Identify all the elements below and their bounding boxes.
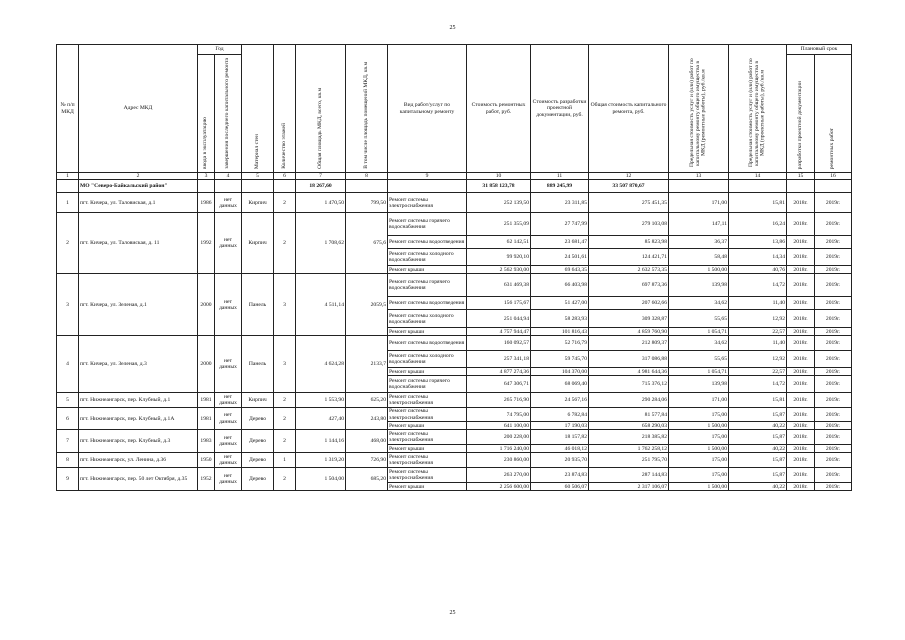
cell: 257 341,18	[467, 351, 531, 368]
cell: пгт. Нижнеангарск, пер. Клубный, д.3	[79, 430, 198, 453]
cell: пгт. Нижнеангарск, пер. 50 лет Октября, д.35	[79, 468, 198, 491]
cell: 2019г.	[815, 376, 852, 393]
column-number: 9	[388, 173, 467, 180]
cell: 1 716 240,00	[467, 445, 531, 453]
cell: нет данных	[215, 213, 242, 274]
cell: Дерево	[242, 468, 274, 491]
cell: 51 427,00	[531, 297, 589, 310]
cell: 2019г.	[815, 236, 852, 249]
cell: 2018г.	[787, 297, 815, 310]
cell: 5	[57, 393, 79, 408]
cell: 2019г.	[815, 266, 852, 274]
cell: 4 511,14	[296, 274, 346, 336]
district-repair-cost: 31 858 123,78	[467, 180, 531, 193]
cell: 2019г.	[815, 193, 852, 213]
cell: 12,92	[729, 310, 787, 328]
cell: 2019г.	[815, 445, 852, 453]
header-total-area: Общая площадь МКД, всего, кв.м	[296, 45, 346, 173]
cell: 68 069,40	[531, 376, 589, 393]
cell: 23 681,47	[531, 236, 589, 249]
cell: 2 256 600,00	[467, 483, 531, 491]
cell: 9	[57, 468, 79, 491]
district-design-cost: 889 245,99	[531, 180, 589, 193]
cell: 2018г.	[787, 249, 815, 266]
cell: 2	[274, 213, 296, 274]
header-work-type: Вид работ/услуг по капитальному ремонту	[388, 45, 467, 173]
cell: 1 500,00	[669, 266, 729, 274]
district-total-cost: 33 507 870,67	[589, 180, 669, 193]
cell: пгт. Кичера, ул. Зеленая, д.1	[79, 274, 198, 336]
cell: 139,98	[669, 274, 729, 297]
cell: 1	[274, 453, 296, 468]
cell: 2018г.	[787, 310, 815, 328]
cell: Кирпич	[242, 193, 274, 213]
cell: 2 317 106,07	[589, 483, 669, 491]
cell: 8	[57, 453, 79, 468]
cell: 23 874,83	[531, 468, 589, 483]
header-num: № п/п МКД	[57, 45, 79, 173]
cell: 2019г.	[815, 483, 852, 491]
cell: 4	[57, 336, 79, 393]
header-total-cost: Общая стоимость капитального ремонта, руб.	[589, 45, 669, 173]
cell: 3	[57, 274, 79, 336]
cell: 685,20	[346, 468, 388, 491]
cell: 17 190,03	[531, 422, 589, 430]
header-last-repair-year: завершения последнего капитального ремонта	[215, 55, 242, 173]
cell: 52 716,79	[531, 336, 589, 351]
cell: 16,24	[729, 213, 787, 236]
cell: Ремонт системы горячего водоснабжения	[388, 376, 467, 393]
cell: 230 860,00	[467, 453, 531, 468]
cell: нет данных	[215, 393, 242, 408]
cell: 4 981 644,36	[589, 368, 669, 376]
cell: 2059,5	[346, 274, 388, 336]
cell: 2018г.	[787, 468, 815, 483]
cell: 23 311,85	[531, 193, 589, 213]
cell: 243,80	[346, 408, 388, 430]
cell: 641 100,00	[467, 422, 531, 430]
cell: 2018г.	[787, 393, 815, 408]
column-number: 11	[531, 173, 589, 180]
column-number: 1	[57, 173, 79, 180]
cell: 2018г.	[787, 336, 815, 351]
cell: 20 935,70	[531, 453, 589, 468]
header-year-group: Год	[198, 45, 242, 55]
cell: 2	[274, 430, 296, 453]
cell: 1983	[198, 430, 215, 453]
cell: 1	[57, 193, 79, 213]
cell: Ремонт системы горячего водоснабжения	[388, 274, 467, 297]
cell: 2133,7	[346, 336, 388, 393]
cell: 18 157,82	[531, 430, 589, 445]
column-number-row	[57, 173, 852, 180]
cell: 2019г.	[815, 336, 852, 351]
column-number: 14	[729, 173, 787, 180]
cell: 3	[274, 274, 296, 336]
cell: 2018г.	[787, 445, 815, 453]
cell: 2018г.	[787, 430, 815, 445]
cell: Ремонт системы холодного водоснабжения	[388, 351, 467, 368]
column-number: 7	[296, 173, 346, 180]
cell: 2018г.	[787, 376, 815, 393]
cell: 2019г.	[815, 430, 852, 445]
cell: 1 319,20	[296, 453, 346, 468]
cell: Дерево	[242, 430, 274, 453]
cell: 34,62	[669, 336, 729, 351]
cell: Кирпич	[242, 213, 274, 274]
cell: 156 175,67	[467, 297, 531, 310]
cell: 147,11	[669, 213, 729, 236]
cell: 252 139,50	[467, 193, 531, 213]
cell: 22,57	[729, 328, 787, 336]
cell: Ремонт системы водоотведения	[388, 236, 467, 249]
cell: Ремонт системы электроснабжения	[388, 408, 467, 422]
cell: 6	[57, 408, 79, 430]
cell: 2	[274, 468, 296, 491]
cell: 2 562 930,00	[467, 266, 531, 274]
header-plan-repair: ремонтных работ	[815, 55, 852, 173]
cell: пгт. Нижнеангарск, пер. Клубный, д.1А	[79, 408, 198, 430]
column-number: 5	[242, 173, 274, 180]
header-address: Адрес МКД	[79, 45, 198, 173]
cell: 1981	[198, 393, 215, 408]
cell: 1 054,71	[669, 328, 729, 336]
column-number: 4	[215, 173, 242, 180]
cell: Ремонт системы водоотведения	[388, 297, 467, 310]
cell: 81 577,84	[589, 408, 669, 422]
cell: 275 451,35	[589, 193, 669, 213]
cell: 124 421,71	[589, 249, 669, 266]
cell: 14,34	[729, 249, 787, 266]
cell: пгт. Кичера, ул. Таловиская, д.1	[79, 193, 198, 213]
cell: 625,20	[346, 393, 388, 408]
cell: 74 795,00	[467, 408, 531, 422]
cell: 2019г.	[815, 351, 852, 368]
cell: 14,72	[729, 376, 787, 393]
cell: пгт. Нижнеангарск, ул. Ленина, д.36	[79, 453, 198, 468]
cell: 11,40	[729, 336, 787, 351]
district-row	[57, 180, 852, 193]
cell: 697 873,36	[589, 274, 669, 297]
cell: Панель	[242, 336, 274, 393]
cell: 69 643,35	[531, 266, 589, 274]
cell: 175,00	[669, 430, 729, 445]
cell: 13,86	[729, 236, 787, 249]
cell: Ремонт системы холодного водоснабжения	[388, 310, 467, 328]
cell: 279 103,08	[589, 213, 669, 236]
cell: 200 228,00	[467, 430, 531, 445]
cell: 46 018,12	[531, 445, 589, 453]
cell: Ремонт крыши	[388, 266, 467, 274]
cell: 175,00	[669, 453, 729, 468]
cell: 799,50	[346, 193, 388, 213]
cell: 715 376,12	[589, 376, 669, 393]
cell: 2019г.	[815, 422, 852, 430]
cell: Ремонт крыши	[388, 422, 467, 430]
cell: 2019г.	[815, 310, 852, 328]
cell: 2018г.	[787, 193, 815, 213]
cell: 1981	[198, 408, 215, 430]
cell: 265 716,90	[467, 393, 531, 408]
district-area: 18 267,60	[296, 180, 346, 193]
column-number: 15	[787, 173, 815, 180]
cell: 675,6	[346, 213, 388, 274]
cell: 2000	[198, 274, 215, 336]
cell: 171,00	[669, 393, 729, 408]
cell: 40,76	[729, 266, 787, 274]
cell: 55,65	[669, 310, 729, 328]
cell: 1986	[198, 193, 215, 213]
cell: нет данных	[215, 336, 242, 393]
cell: 34,62	[669, 297, 729, 310]
table-row	[57, 453, 852, 468]
cell: Ремонт крыши	[388, 445, 467, 453]
header-design-cost: Стоимость разработки проектной документации, руб.	[531, 45, 589, 173]
cell: 175,00	[669, 468, 729, 483]
cell: 2018г.	[787, 351, 815, 368]
cell: 1 500,00	[669, 483, 729, 491]
cell: нет данных	[215, 468, 242, 491]
cell: 62 142,51	[467, 236, 531, 249]
cell: 263 270,00	[467, 468, 531, 483]
cell: Панель	[242, 274, 274, 336]
cell: 22,57	[729, 368, 787, 376]
cell: 2019г.	[815, 328, 852, 336]
cell: 2	[274, 393, 296, 408]
cell: 2019г.	[815, 297, 852, 310]
cell: Ремонт системы электроснабжения	[388, 393, 467, 408]
header-plan-design: разработки проектной документации	[787, 55, 815, 173]
column-number: 3	[198, 173, 215, 180]
cell: 2000	[198, 336, 215, 393]
column-number: 16	[815, 173, 852, 180]
cell: 2019г.	[815, 468, 852, 483]
header-wall-material: Материал стен	[242, 45, 274, 173]
cell: Ремонт системы электроснабжения	[388, 468, 467, 483]
cell: 251 795,70	[589, 453, 669, 468]
cell: нет данных	[215, 430, 242, 453]
cell: Ремонт крыши	[388, 368, 467, 376]
cell: 212 809,37	[589, 336, 669, 351]
cell: 631 469,38	[467, 274, 531, 297]
cell: 647 306,71	[467, 376, 531, 393]
cell: нет данных	[215, 193, 242, 213]
cell: 160 092,57	[467, 336, 531, 351]
cell: 2019г.	[815, 393, 852, 408]
cell: Ремонт системы горячего водоснабжения	[388, 213, 467, 236]
cell: 2018г.	[787, 453, 815, 468]
cell: 27 747,99	[531, 213, 589, 236]
cell: 251 355,09	[467, 213, 531, 236]
cell: 2018г.	[787, 408, 815, 422]
cell: 1952	[198, 468, 215, 491]
cell: 58,48	[669, 249, 729, 266]
table-row	[57, 274, 852, 297]
cell: 4 624,28	[296, 336, 346, 393]
header-repair-cost: Стоимость ремонтных работ, руб.	[467, 45, 531, 173]
cell: 12,92	[729, 351, 787, 368]
cell: 1 500,00	[669, 445, 729, 453]
cell: 1 553,90	[296, 393, 346, 408]
cell: 2018г.	[787, 483, 815, 491]
cell: 2019г.	[815, 408, 852, 422]
cell: 2018г.	[787, 422, 815, 430]
column-number: 2	[79, 173, 198, 180]
district-name: МО "Северо-Байкальский район"	[79, 180, 198, 193]
table-row	[57, 213, 852, 236]
cell: 468,00	[346, 430, 388, 453]
column-number: 8	[346, 173, 388, 180]
cell: 207 602,66	[589, 297, 669, 310]
cell: 287 144,83	[589, 468, 669, 483]
cell: 40,22	[729, 445, 787, 453]
header-limit-repair: Предельная стоимость услуг и (или) работ по капитальному ремонту общего имущества в МКД (ремонтные работы), руб./кв.м	[669, 45, 729, 173]
cell: 1 470,50	[296, 193, 346, 213]
table-row	[57, 336, 852, 351]
cell: 24 501,61	[531, 249, 589, 266]
cell: 99 920,10	[467, 249, 531, 266]
cell: Ремонт системы водоотведения	[388, 336, 467, 351]
cell: 36,37	[669, 236, 729, 249]
cell: пгт. Нижнеангарск, пер. Клубный, д.1	[79, 393, 198, 408]
cell: 1992	[198, 213, 215, 274]
cell: 6 782,84	[531, 408, 589, 422]
header-commission-year: ввода в эксплуатацию	[198, 55, 215, 173]
table-row	[57, 193, 852, 213]
cell: 1 144,16	[296, 430, 346, 453]
cell: 2018г.	[787, 274, 815, 297]
cell: 726,90	[346, 453, 388, 468]
cell: 24 567,16	[531, 393, 589, 408]
cell: 15,87	[729, 430, 787, 445]
cell: Ремонт крыши	[388, 483, 467, 491]
column-number: 6	[274, 173, 296, 180]
cell: 2018г.	[787, 328, 815, 336]
cell: 2018г.	[787, 213, 815, 236]
header-limit-design: Предельная стоимость услуг и (или) работ по капитальному ремонту общего имущества в МКД (проектные работы), руб./кв.м	[729, 45, 787, 173]
cell: 309 328,87	[589, 310, 669, 328]
page-number-top: 25	[449, 25, 456, 31]
cell: 85 823,98	[589, 236, 669, 249]
cell: 171,00	[669, 193, 729, 213]
header-floors: Количество этажей	[274, 45, 296, 173]
cell: Ремонт крыши	[388, 328, 467, 336]
cell: 4 757 944,47	[467, 328, 531, 336]
cell: 317 086,88	[589, 351, 669, 368]
column-number: 12	[589, 173, 669, 180]
cell: 290 284,06	[589, 393, 669, 408]
cell: 40,22	[729, 483, 787, 491]
cell: 15,81	[729, 193, 787, 213]
table-row	[57, 468, 852, 483]
table-row	[57, 430, 852, 445]
cell: 2018г.	[787, 368, 815, 376]
cell: 1 762 258,12	[589, 445, 669, 453]
cell: 15,81	[729, 393, 787, 408]
cell: Ремонт системы электроснабжения	[388, 193, 467, 213]
cell: 2	[57, 213, 79, 274]
cell: 4 859 760,90	[589, 328, 669, 336]
cell: 55,65	[669, 351, 729, 368]
cell: Дерево	[242, 408, 274, 430]
cell: 175,00	[669, 408, 729, 422]
cell: 7	[57, 430, 79, 453]
cell: 15,87	[729, 468, 787, 483]
cell: 2	[274, 193, 296, 213]
cell: 58 283,93	[531, 310, 589, 328]
cell: 11,40	[729, 297, 787, 310]
cell: 40,22	[729, 422, 787, 430]
cell: Дерево	[242, 453, 274, 468]
page-number-bottom: 25	[449, 610, 456, 616]
cell: 1 054,71	[669, 368, 729, 376]
cell: 2019г.	[815, 213, 852, 236]
table-row	[57, 393, 852, 408]
cell: Кирпич	[242, 393, 274, 408]
cell: 2018г.	[787, 236, 815, 249]
cell: 2019г.	[815, 249, 852, 266]
cell: 1 500,00	[669, 422, 729, 430]
cell: 2 632 573,35	[589, 266, 669, 274]
cell: нет данных	[215, 274, 242, 336]
column-number: 13	[669, 173, 729, 180]
cell: 14,72	[729, 274, 787, 297]
cell: 3	[274, 336, 296, 393]
cell: 218 385,82	[589, 430, 669, 445]
cell: 2	[274, 408, 296, 430]
capital-repair-table	[56, 44, 852, 491]
cell: Ремонт системы электроснабжения	[388, 453, 467, 468]
cell: 427,40	[296, 408, 346, 430]
cell: 15,87	[729, 453, 787, 468]
cell: 2019г.	[815, 274, 852, 297]
cell: 1 504,00	[296, 468, 346, 491]
cell: 66 403,98	[531, 274, 589, 297]
cell: 2019г.	[815, 368, 852, 376]
cell: Ремонт системы холодного водоснабжения	[388, 249, 467, 266]
header-premises-area: В том числе площадь помещений МКД, кв.м	[346, 45, 388, 173]
cell: 251 044,94	[467, 310, 531, 328]
header-plan-group: Плановый срок	[787, 45, 852, 55]
cell: 139,98	[669, 376, 729, 393]
cell: 1 708,62	[296, 213, 346, 274]
cell: 104 370,00	[531, 368, 589, 376]
cell: 2018г.	[787, 266, 815, 274]
cell: 658 290,03	[589, 422, 669, 430]
cell: 60 506,07	[531, 483, 589, 491]
cell: нет данных	[215, 408, 242, 430]
cell: нет данных	[215, 453, 242, 468]
cell: 1950	[198, 453, 215, 468]
cell: 2019г.	[815, 453, 852, 468]
cell: пгт. Кичера, ул. Зеленая, д.3	[79, 336, 198, 393]
column-number: 10	[467, 173, 531, 180]
cell: пгт. Кичера, ул. Таловиская, д. 11	[79, 213, 198, 274]
table-row	[57, 408, 852, 422]
cell: 59 745,70	[531, 351, 589, 368]
cell: 101 816,43	[531, 328, 589, 336]
cell: Ремонт системы электроснабжения	[388, 430, 467, 445]
cell: 15,87	[729, 408, 787, 422]
cell: 4 877 274,36	[467, 368, 531, 376]
